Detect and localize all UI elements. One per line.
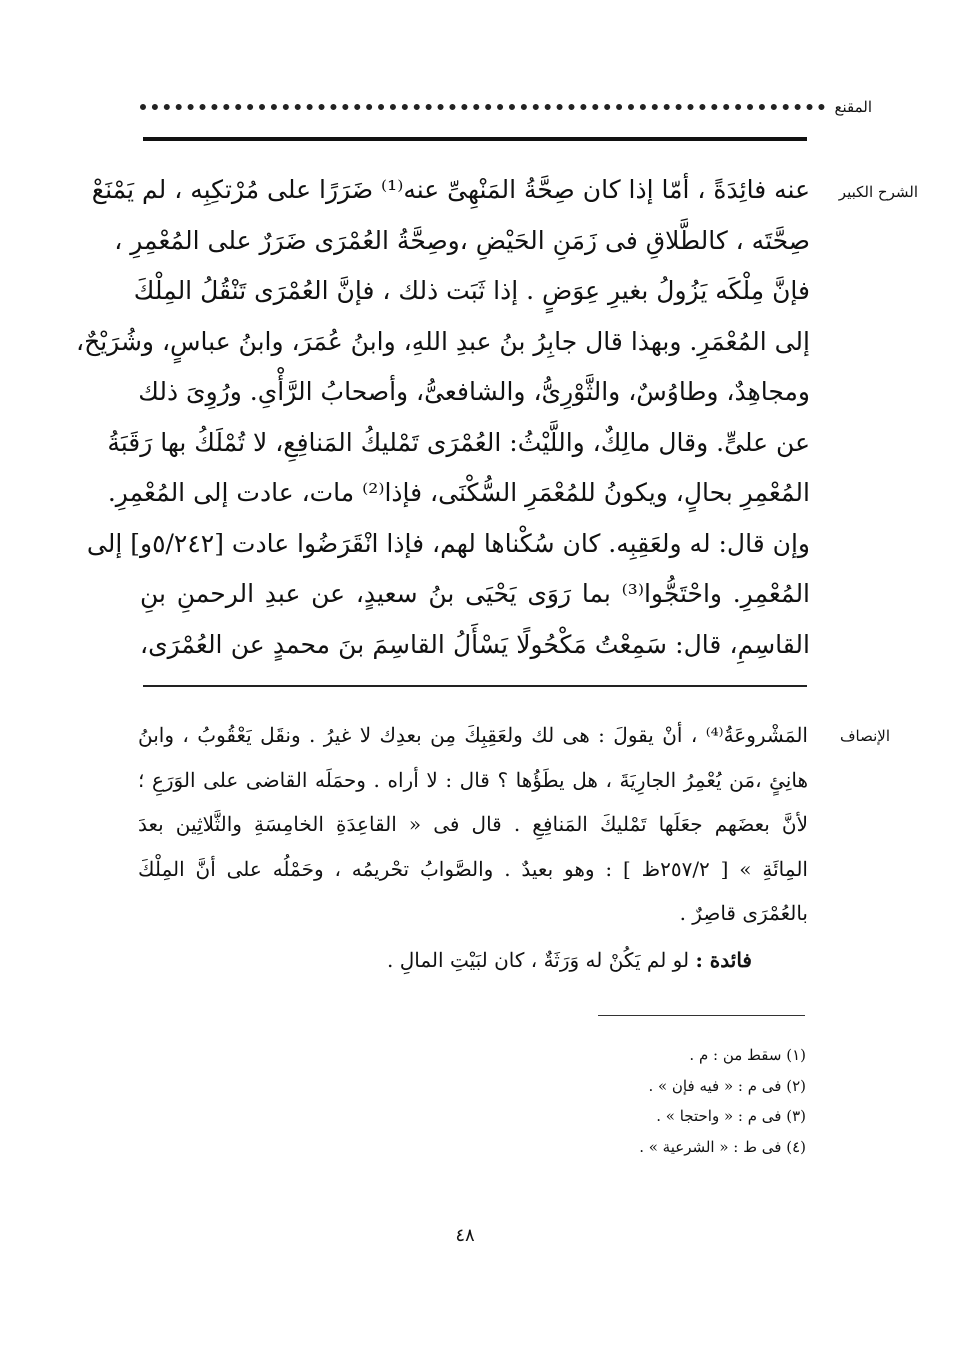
main-text-line: ومجاهِدٌ، وطاوُسٌ، والثَّوْرِىُّ، والشافعىُّ، وأصحابُ الرَّأْىِ. ورُوِىَ ذلك: [138, 377, 810, 406]
footnote-item: (١) سقط من : م .: [689, 1046, 806, 1064]
faida-text: لو لم يَكُنْ له وَرَثَةٌ ، كان لبَيْتِ المالِ .: [387, 948, 690, 972]
main-text-line: المُعْمِرِ. واحْتَجُّوا⁽³⁾ بما رَوَى يَحْيَى بنُ سعيدٍ، عن عبدِ الرحمنِ بنِ: [140, 579, 811, 608]
insaf-text: [138, 713, 808, 936]
main-text-line: المُعْمِرِ بحالٍ، ويكونُ للمُعْمَرِ السُّكْنَى، فإذا⁽²⁾ مات، عادت إلى المُعْمِرِ.: [107, 478, 810, 507]
insaf-text-line: بالعُمْرَى قاصِرٌ .: [679, 901, 808, 925]
running-header-title: المقنع: [834, 98, 872, 116]
footnote-item: (٣) فى م : « واحتجا » .: [656, 1107, 806, 1125]
insaf-text-line: المَشْروعَةُ⁽⁴⁾ ، أنْ يقولَ : هى لك ولعَقِبِكَ مِن بعدِك لا غيرُ . ونقَل يَعْقُوبُ ، وابنُ: [138, 723, 808, 747]
main-text-line: وإن قال: له ولعَقِبِه. كان سُكْناها لهم، فإذا انْقَرَضُوا عادت [٥/٢٤٢و] إلى: [86, 528, 810, 558]
section-divider-rule: [143, 685, 807, 687]
footnotes: [639, 1040, 806, 1162]
footnote-item: (٢) فى م : « فيه فإن » .: [648, 1076, 806, 1095]
header-rule: [143, 137, 807, 141]
footnote-rule: [598, 1015, 805, 1016]
insaf-text-line: المِائَةِ » [ ٢٥٧/٢ظ ] : وهو بعيدٌ . والصَّوابُ تحْريمُه ، وحَمْلُه على أنَّ المِلْكَ: [138, 856, 808, 881]
main-text-line: صِحَّتَه ، كالطَّلاقِ فى زَمَنِ الحَيْضِ ،وصِحَّةُ العُمْرَى ضَرَرٌ على المُعْمِرِ ،: [114, 225, 810, 255]
sharh-kabir-label: الشرح الكبير: [838, 183, 918, 201]
header-dotted-rule: [140, 96, 825, 110]
main-text-line: القاسِمِ، قال: سَمِعْتُ مَكْحُولًا يَسْأَلُ القاسِمَ بنَ محمدٍ عن العُمْرَى،: [140, 629, 810, 659]
insaf-text-line: لأنَّ بعضَهم جعَلَها تَمْليكَ المَنافِعِ . قال فى « القاعِدَةِ الخامِسَةِ والثَّلاثِين بعدَ: [138, 812, 808, 836]
footnote-item: (٤) فى ط : « الشرعية » .: [639, 1137, 806, 1156]
main-text-line: إلى المُعْمَرِ. وبهذا قال جابِرُ بنُ عبدِ اللهِ، وابنُ عُمَرَ، وابنُ عباسٍ، وشُرَيْحٌ،: [76, 326, 810, 356]
main-text-line: عنه فائِدَةً ، أمّا إذا كان صِحَّةُ المَنْهِىِّ عنه⁽¹⁾ ضَرَرًا على مُرْتكِبِه ، لم يَمْنَعْ: [91, 175, 810, 204]
faida-note: [387, 948, 752, 972]
faida-label: فائدة :: [695, 948, 752, 972]
main-text-line: فإنَّ مِلْكَه يَزُولُ بغيرِ عِوَضٍ . إذا ثَبَت ذلك ، فإنَّ العُمْرَى تَنْقُلُ المِلْكَ: [133, 276, 810, 305]
page-number: ٤٨: [455, 1225, 475, 1246]
insaf-label: الإنصاف: [839, 727, 890, 745]
insaf-text-line: هانِئٍ ،مَن يُعْمِرُ الجارِيَةَ ، هل يطَؤُها ؟ قال : لا أراه . وحمَلَه القاضى على الوَرَعِ ؛: [138, 767, 808, 792]
main-commentary-text: [76, 165, 811, 670]
main-text-line: عن علىٍّ. وقال مالِكٌ، واللَّيْثُ: العُمْرَى تَمْليكُ المَنافِعِ، لا تُمْلَكُ بها رَقَبَةُ: [107, 427, 810, 457]
